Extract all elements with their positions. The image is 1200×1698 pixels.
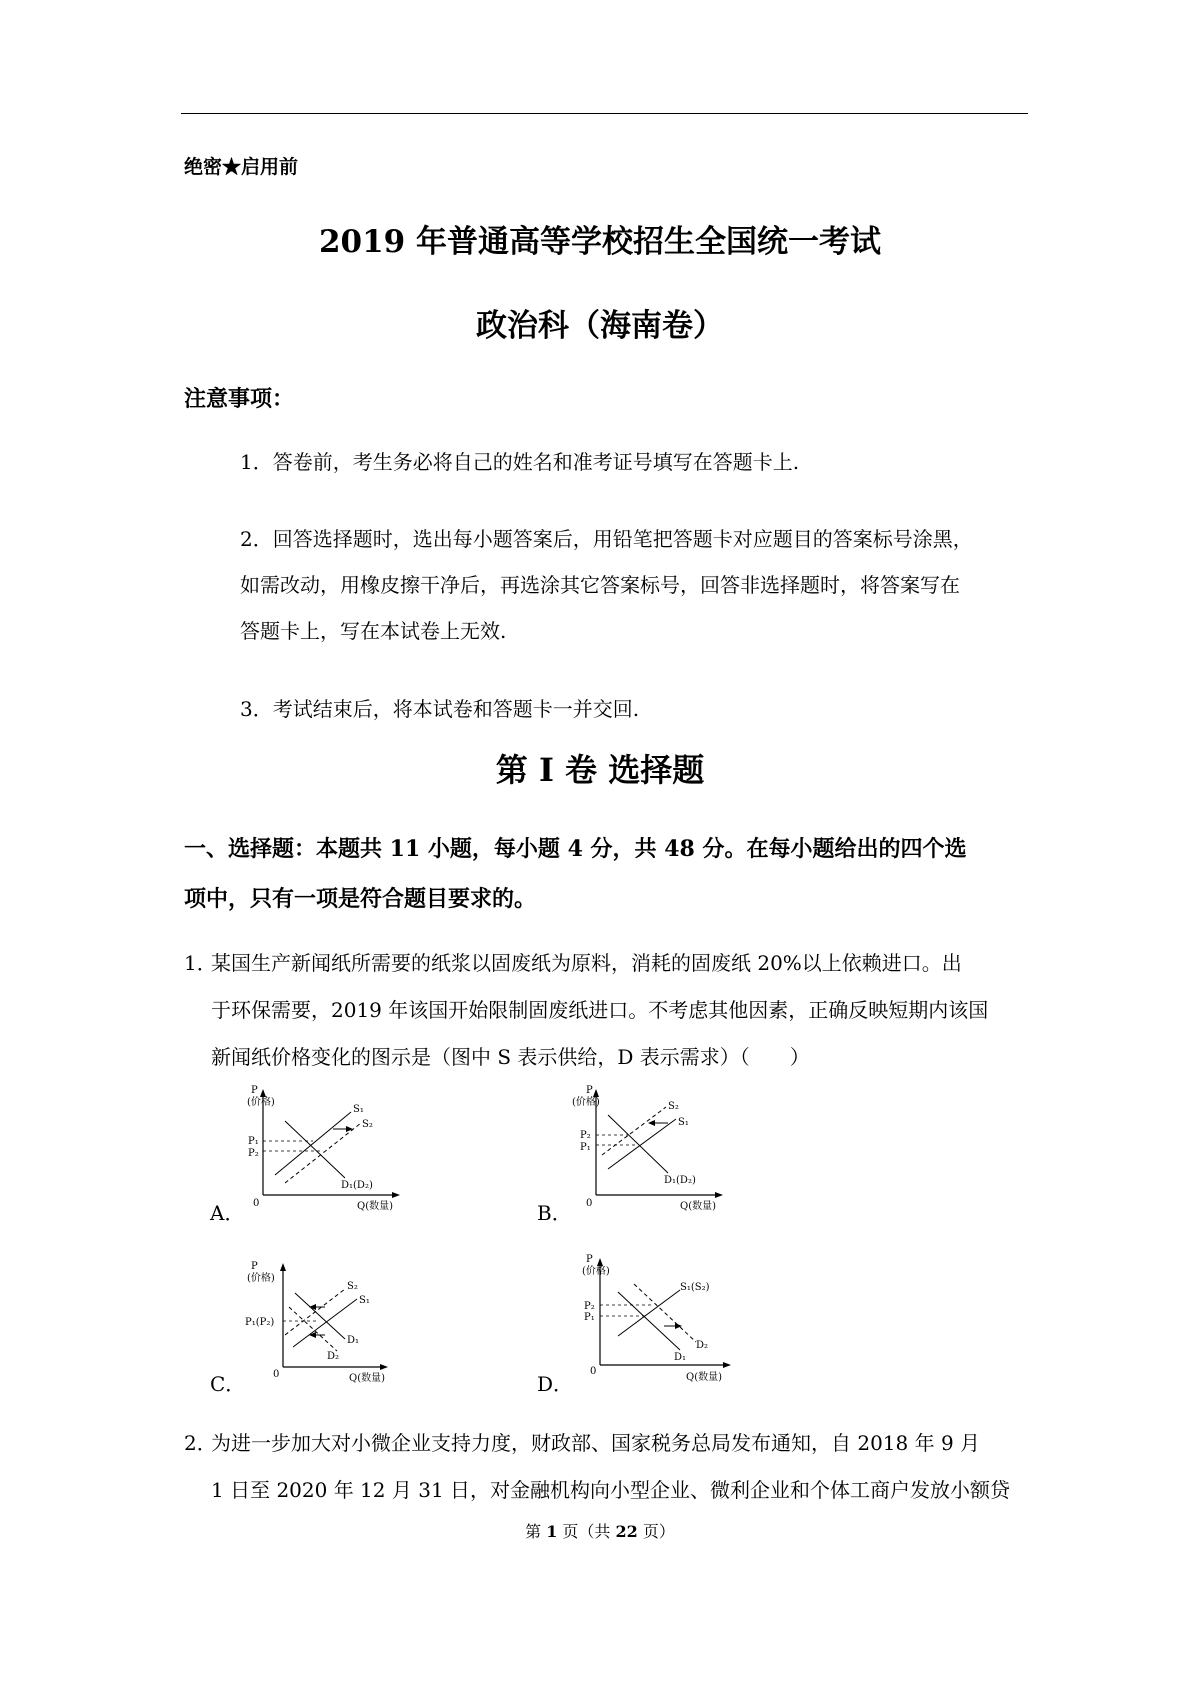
demand-label: D₁(D₂) [664,1175,696,1186]
q2-line-1: 为进一步加大对小微企业支持力度，财政部、国家税务总局发布通知，自 2018 年 9 月 [211,1431,981,1455]
footer-total-pages: 22 [615,1522,638,1541]
demand-label-1: D₁ [347,1335,360,1346]
footer-prefix: 第 [525,1522,542,1541]
supply-label-1: S₂ [347,1281,358,1292]
y-label-2: P₁ [580,1142,591,1153]
footer-middle: 页（共 [562,1522,611,1541]
y-label-2: P₂ [248,1148,259,1159]
y-label-1: P₁ [248,1136,259,1147]
y-label-1: P₂ [580,1130,591,1141]
notice-item-2-line-3: 答题卡上，写在本试卷上无效. [240,619,507,643]
part-one-line-2: 项中，只有一项是符合题目要求的。 [184,886,537,912]
notice-item-2-line-1: 2．回答选择题时，选出每小题答案后，用铅笔把答题卡对应题目的答案标号涂黑， [240,527,973,551]
q-axis-label: Q(数量) [357,1201,394,1212]
secret-label: 绝密★启用前 [184,156,299,178]
origin-label: 0 [253,1198,260,1209]
q1-line-2: 于环保需要，2019 年该国开始限制固废纸进口。不考虑其他因素，正确反映短期内该国 [211,998,989,1022]
option-a-graph [245,1085,420,1220]
part-one-line-1: 一、选择题：本题共 11 小题，每小题 4 分，共 48 分。在每小题给出的四个选 [184,836,967,862]
notice-item-2-line-2: 如需改动，用橡皮擦干净后，再选涂其它答案标号，回答非选择题时，将答案写在 [240,573,960,597]
origin-label: 0 [586,1198,593,1209]
exam-subtitle: 政治科（海南卷） [476,308,724,344]
top-rule [181,113,1028,114]
q1-line-3: 新闻纸价格变化的图示是（图中 S 表示供给，D 表示需求）（ ） [211,1045,810,1069]
demand-label-1: D₁ [674,1352,687,1363]
demand-label-2: D₂ [696,1340,709,1351]
supply-label-2: S₂ [362,1119,373,1130]
p-axis-sublabel: (价格) [247,1097,275,1108]
footer-page-number: 1 [546,1522,558,1541]
exam-title: 2019 年普通高等学校招生全国统一考试 [318,224,882,260]
q2-number: 2． [184,1431,217,1455]
q-axis-label: Q(数量) [349,1373,386,1384]
q-axis-label: Q(数量) [680,1201,717,1212]
page-footer [0,1519,1200,1542]
q1-number: 1． [184,951,217,975]
supply-label-1: S₁ [353,1104,364,1115]
option-c-label: C． [210,1372,246,1396]
p-axis-sublabel: (价格) [247,1273,275,1284]
notice-heading: 注意事项： [184,386,295,412]
demand-label-2: D₂ [327,1351,340,1362]
option-b-graph [568,1085,743,1220]
option-b-label: B． [537,1201,572,1225]
option-c-graph [245,1255,420,1390]
p-axis-sublabel: (价格) [582,1266,610,1277]
origin-label: 0 [590,1366,597,1377]
notice-item-3: 3．考试结束后，将本试卷和答题卡一并交回. [240,697,640,721]
p-axis-label: P [251,1085,258,1096]
option-d-label: D． [537,1372,574,1396]
p-axis-label: P [586,1085,593,1096]
supply-label-1: S₂ [668,1101,679,1112]
footer-suffix: 页） [642,1522,675,1541]
part-one-instructions [184,824,1034,924]
q2-line-2: 1 日至 2020 年 12 月 31 日，对金融机构向小型企业、微利企业和个体工商户发放小额贷 [211,1478,1011,1502]
section-title: 第 I 卷 选择题 [495,751,705,789]
y-label-1: P₁(P₂) [245,1317,275,1328]
y-label-1: P₂ [584,1301,595,1312]
supply-label-2: S₁ [678,1117,689,1128]
demand-label: D₁(D₂) [341,1180,373,1191]
q-axis-label: Q(数量) [686,1372,723,1383]
notice-item-1: 1．答卷前，考生务必将自己的姓名和准考证号填写在答题卡上. [240,450,800,474]
p-axis-sublabel: (价格) [572,1097,600,1108]
y-label-2: P₁ [584,1312,595,1323]
p-axis-label: P [586,1254,593,1265]
p-axis-label: P [251,1261,258,1272]
supply-label: S₁(S₂) [680,1282,710,1293]
supply-label-2: S₁ [359,1295,370,1306]
option-d-graph [568,1250,753,1390]
origin-label: 0 [273,1369,280,1380]
option-a-label: A． [210,1201,245,1225]
q1-line-1: 某国生产新闻纸所需要的纸浆以固废纸为原料，消耗的固废纸 20%以上依赖进口。出 [211,951,962,975]
